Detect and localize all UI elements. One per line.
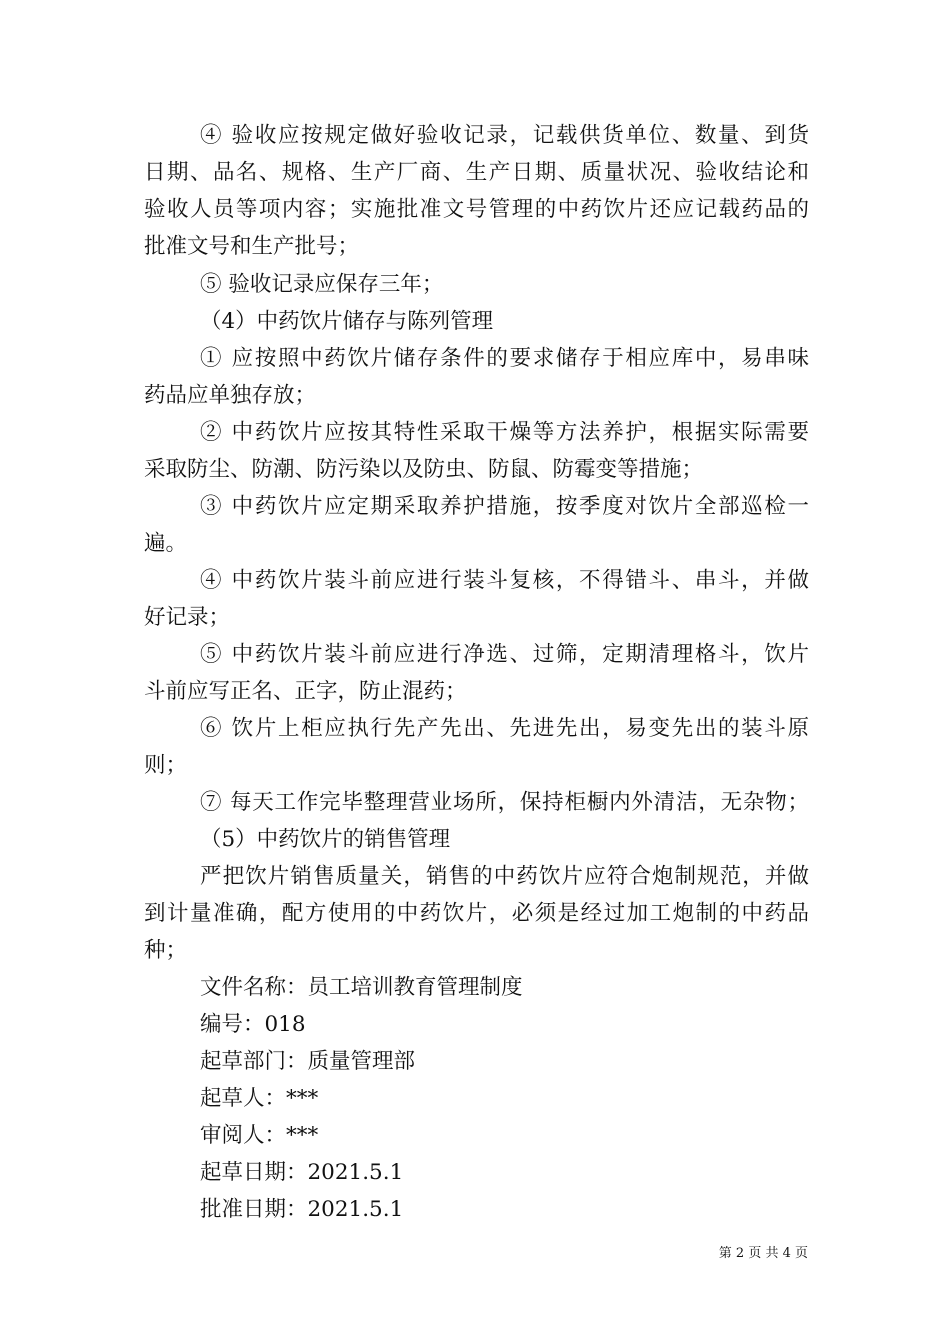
page-number-footer: 第 2 页 共 4 页 — [718, 1246, 808, 1261]
body-text-line: 药品应单独存放； — [144, 383, 317, 408]
section-heading: （5）中药饮片的销售管理 — [200, 827, 451, 852]
body-text-line: ⑤ 验收记录应保存三年； — [200, 272, 444, 297]
body-text-line: ⑥ 饮片上柜应执行先产先出、先进先出，易变先出的装斗原 — [200, 716, 809, 741]
body-text-line: 日期、品名、规格、生产厂商、生产日期、质量状况、验收结论和 — [144, 160, 809, 185]
drafting-date-field: 起草日期：2021.5.1 — [200, 1160, 404, 1185]
body-text-line: 好记录； — [144, 605, 231, 630]
body-text-line: ② 中药饮片应按其特性采取干燥等方法养护，根据实际需要 — [200, 420, 809, 445]
body-text-line: ⑤ 中药饮片装斗前应进行净选、过筛，定期清理格斗，饮片 — [200, 642, 809, 667]
document-name-field: 文件名称：员工培训教育管理制度 — [200, 975, 523, 1000]
body-text-line: 则； — [144, 753, 188, 778]
body-text-line: ④ 验收应按规定做好验收记录，记载供货单位、数量、到货 — [200, 123, 809, 148]
body-text-line: ③ 中药饮片应定期采取养护措施，按季度对饮片全部巡检一 — [200, 494, 809, 519]
body-text-line: 种； — [144, 938, 188, 963]
section-heading: （4）中药饮片储存与陈列管理 — [200, 309, 494, 334]
body-text-line: 到计量准确，配方使用的中药饮片，必须是经过加工炮制的中药品 — [144, 901, 809, 926]
body-text-line: ⑦ 每天工作完毕整理营业场所，保持柜橱内外清洁，无杂物； — [200, 790, 809, 815]
body-text-line: 采取防尘、防潮、防污染以及防虫、防鼠、防霉变等措施； — [144, 457, 704, 482]
document-number-field: 编号：018 — [200, 1012, 306, 1037]
approval-date-field: 批准日期：2021.5.1 — [200, 1197, 404, 1222]
drafting-department-field: 起草部门：质量管理部 — [200, 1049, 416, 1074]
body-text-line: 严把饮片销售质量关，销售的中药饮片应符合炮制规范，并做 — [200, 864, 809, 889]
reviewer-field: 审阅人：*** — [200, 1123, 319, 1148]
body-text-line: ① 应按照中药饮片储存条件的要求储存于相应库中，易串味 — [200, 346, 809, 371]
body-text-line: 验收人员等项内容；实施批准文号管理的中药饮片还应记载药品的 — [144, 197, 809, 222]
body-text-line: 斗前应写正名、正字，防止混药； — [144, 679, 467, 704]
drafter-field: 起草人：*** — [200, 1086, 319, 1111]
body-text-line: 遍。 — [144, 531, 188, 556]
body-text-line: ④ 中药饮片装斗前应进行装斗复核，不得错斗、串斗，并做 — [200, 568, 809, 593]
body-text-line: 批准文号和生产批号； — [144, 234, 360, 259]
